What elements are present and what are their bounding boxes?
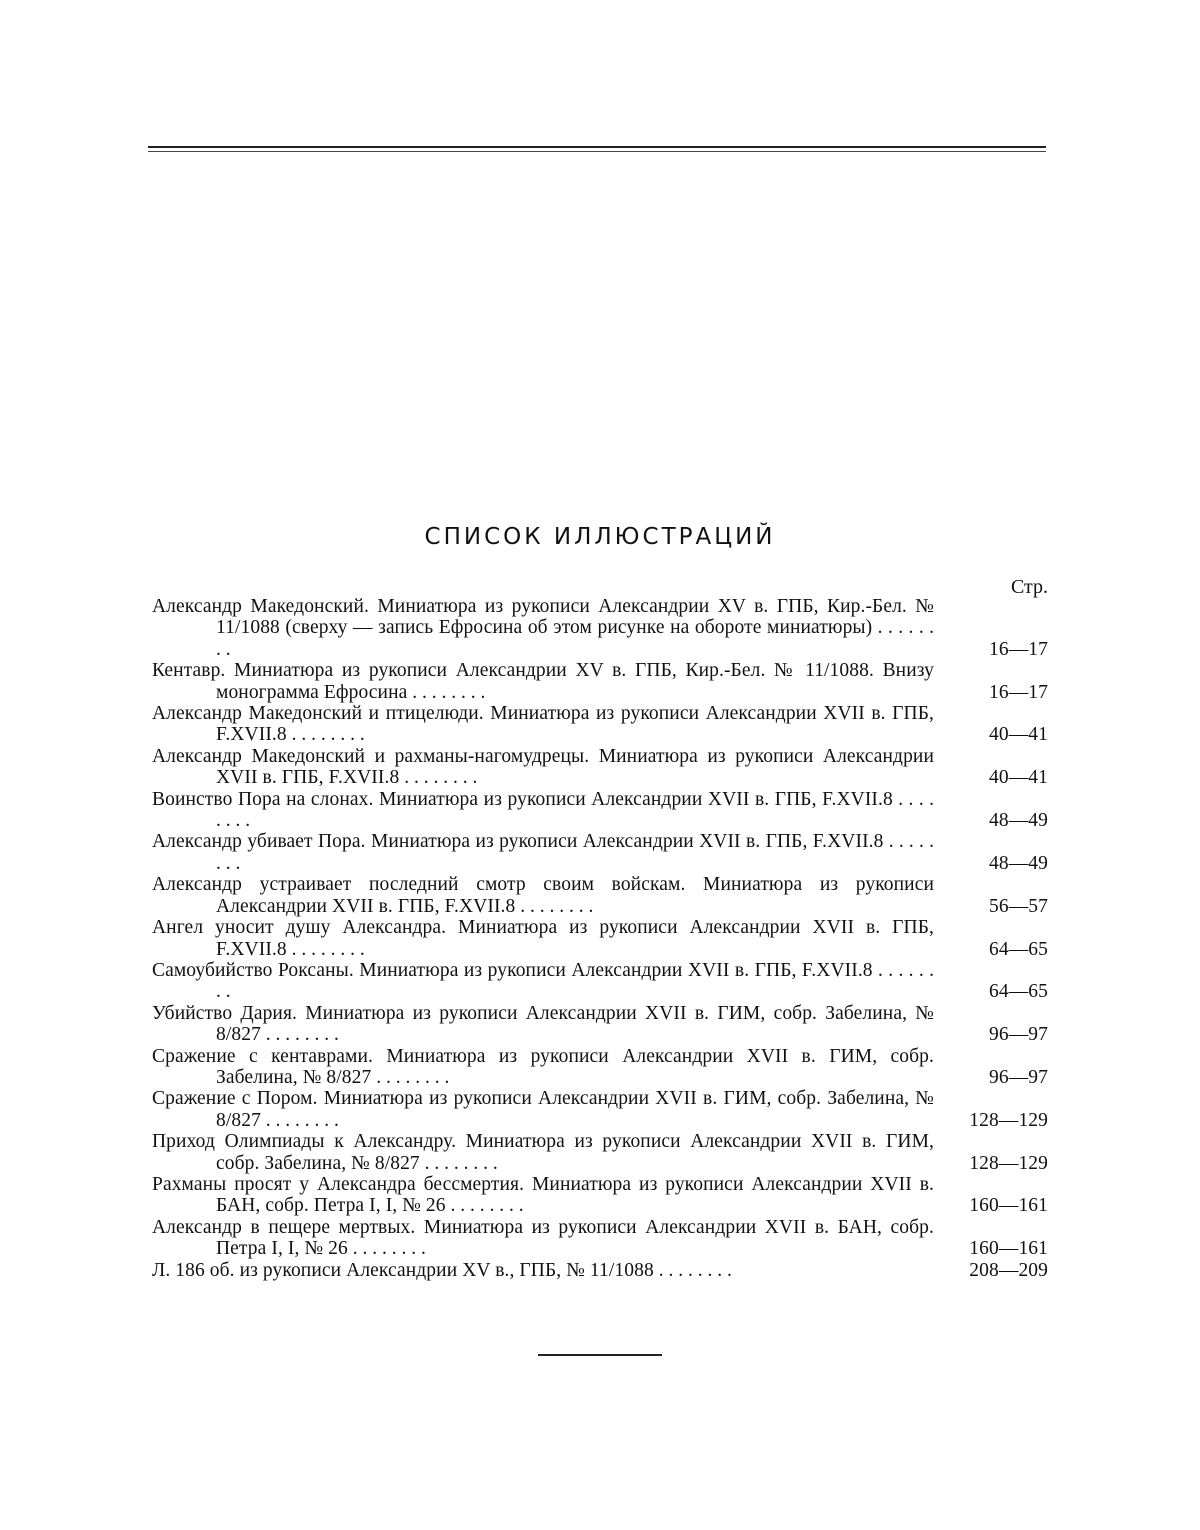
page-reference: 208—209 bbox=[969, 1259, 1048, 1281]
leader-dots: . . . . . . . . bbox=[216, 831, 935, 874]
list-item bbox=[152, 959, 1048, 1003]
illustration-caption: Александр убивает Пора. Миниатюра из рукописи Александрии XVII в. ГПБ, F.XVII.8 bbox=[152, 831, 884, 853]
list-item bbox=[152, 1002, 1048, 1046]
page-reference: 160—161 bbox=[969, 1238, 1048, 1260]
leader-dots: . . . . . . . . bbox=[347, 1238, 426, 1260]
page-reference: 56—57 bbox=[989, 895, 1048, 917]
page-reference: 128—129 bbox=[969, 1152, 1048, 1174]
illustration-caption: Сражение с кентаврами. Миниатюра из рукописи Александрии XVII в. ГИМ, собр. Забелина, № 8/827 bbox=[152, 1045, 934, 1088]
illustration-caption: Приход Олимпиады к Александру. Миниатюра из рукописи Александрии XVII в. ГИМ, собр. Забелина, № 8/827 bbox=[152, 1131, 934, 1174]
list-item bbox=[152, 745, 1048, 789]
illustration-caption: Александр Македонский и рахманы-нагомудрецы. Миниатюра из рукописи Александрии XVII в. ГПБ, F.XVII.8 bbox=[152, 745, 934, 789]
leader-dots: . . . . . . . . bbox=[216, 617, 935, 660]
list-item bbox=[152, 1045, 1048, 1089]
illustration-caption: Сражение с Пором. Миниатюра из рукописи Александрии XVII в. ГИМ, собр. Забелина, № 8/827 bbox=[152, 1088, 934, 1131]
page-reference: 64—65 bbox=[989, 938, 1048, 960]
leader-dots: . . . . . . . . bbox=[216, 959, 935, 1003]
illustration-caption: Самоубийство Роксаны. Миниатюра из рукописи Александрии XVII в. ГПБ, F.XVII.8 bbox=[152, 959, 873, 981]
page-reference: 160—161 bbox=[969, 1195, 1048, 1217]
illustration-caption: Александр устраивает последний смотр своим войскам. Миниатюра из рукописи Александрии XVII в. ГПБ, F.XVII.8 bbox=[152, 874, 934, 917]
leader-dots: . . . . . . . . bbox=[260, 1109, 339, 1131]
top-rule bbox=[148, 146, 1046, 148]
leader-dots: . . . . . . . . bbox=[286, 938, 365, 960]
leader-dots: . . . . . . . . bbox=[399, 767, 478, 789]
leader-dots: . . . . . . . . bbox=[407, 681, 486, 703]
page-title: СПИСОК ИЛЛЮСТРАЦИЙ bbox=[424, 524, 776, 550]
page-reference: 96—97 bbox=[989, 1024, 1048, 1046]
list-item bbox=[152, 660, 1048, 703]
illustration-caption: Рахманы просят у Александра бессмертия. Миниатюра из рукописи Александрии XVII в. БАН, собр. Петра I, I, № 26 bbox=[152, 1173, 934, 1217]
illustration-caption: Л. 186 об. из рукописи Александрии XV в., ГПБ, № 11/1088 bbox=[152, 1259, 654, 1281]
leader-dots: . . . . . . . . bbox=[286, 724, 365, 746]
leader-dots: . . . . . . . . bbox=[653, 1259, 732, 1281]
list-item bbox=[152, 1088, 1048, 1131]
illustration-caption: Александр Македонский. Миниатюра из рукописи Александрии XV в. ГПБ, Кир.-Бел. № 11/1088 (сверху — запись Ефросина об этом рисунке на обороте миниатюры) bbox=[152, 596, 934, 639]
list-item bbox=[152, 788, 1048, 832]
page-reference: 16—17 bbox=[989, 681, 1048, 703]
illustration-caption: Кентавр. Миниатюра из рукописи Александрии XV в. ГПБ, Кир.-Бел. № 11/1088. Внизу монограмма Ефросина bbox=[152, 660, 934, 703]
list-item bbox=[152, 1131, 1048, 1174]
illustration-caption: Убийство Дария. Миниатюра из рукописи Александрии XVII в. ГИМ, собр. Забелина, № 8/827 bbox=[152, 1002, 934, 1046]
page-reference: 128—129 bbox=[969, 1109, 1048, 1131]
list-item bbox=[152, 1173, 1048, 1217]
page-reference: 40—41 bbox=[989, 724, 1048, 746]
illustration-caption: Ангел уносит душу Александра. Миниатюра из рукописи Александрии XVII в. ГПБ, F.XVII.8 bbox=[152, 917, 934, 960]
page-reference: 48—49 bbox=[989, 810, 1048, 832]
leader-dots: . . . . . . . . bbox=[216, 788, 934, 832]
list-item bbox=[152, 1216, 1048, 1260]
page-reference: 48—49 bbox=[989, 852, 1048, 874]
list-item bbox=[152, 874, 1048, 917]
list-item bbox=[152, 703, 1048, 746]
page-reference: 96—97 bbox=[989, 1066, 1048, 1088]
page-reference: 16—17 bbox=[989, 638, 1048, 660]
illustration-caption: Воинство Пора на слонах. Миниатюра из рукописи Александрии XVII в. ГПБ, F.XVII.8 bbox=[152, 788, 893, 810]
list-item bbox=[152, 831, 1048, 874]
leader-dots: . . . . . . . . bbox=[371, 1066, 450, 1088]
bottom-rule bbox=[538, 1354, 662, 1356]
leader-dots: . . . . . . . . bbox=[445, 1195, 524, 1217]
list-item bbox=[152, 917, 1048, 960]
list-item bbox=[152, 1259, 1048, 1281]
leader-dots: . . . . . . . . bbox=[515, 895, 594, 917]
leader-dots: . . . . . . . . bbox=[419, 1152, 498, 1174]
illustration-caption: Александр в пещере мертвых. Миниатюра из рукописи Александрии XVII в. БАН, собр. Петра I, I, № 26 bbox=[152, 1216, 934, 1260]
leader-dots: . . . . . . . . bbox=[260, 1024, 339, 1046]
page-column-label: Стр. bbox=[1010, 576, 1048, 598]
illustrations-list bbox=[152, 596, 1052, 1281]
page-reference: 64—65 bbox=[989, 981, 1048, 1003]
page-reference: 40—41 bbox=[989, 767, 1048, 789]
illustration-caption: Александр Македонский и птицелюди. Миниатюра из рукописи Александрии XVII в. ГПБ, F.XVII.8 bbox=[152, 703, 934, 746]
list-item bbox=[152, 596, 1048, 660]
